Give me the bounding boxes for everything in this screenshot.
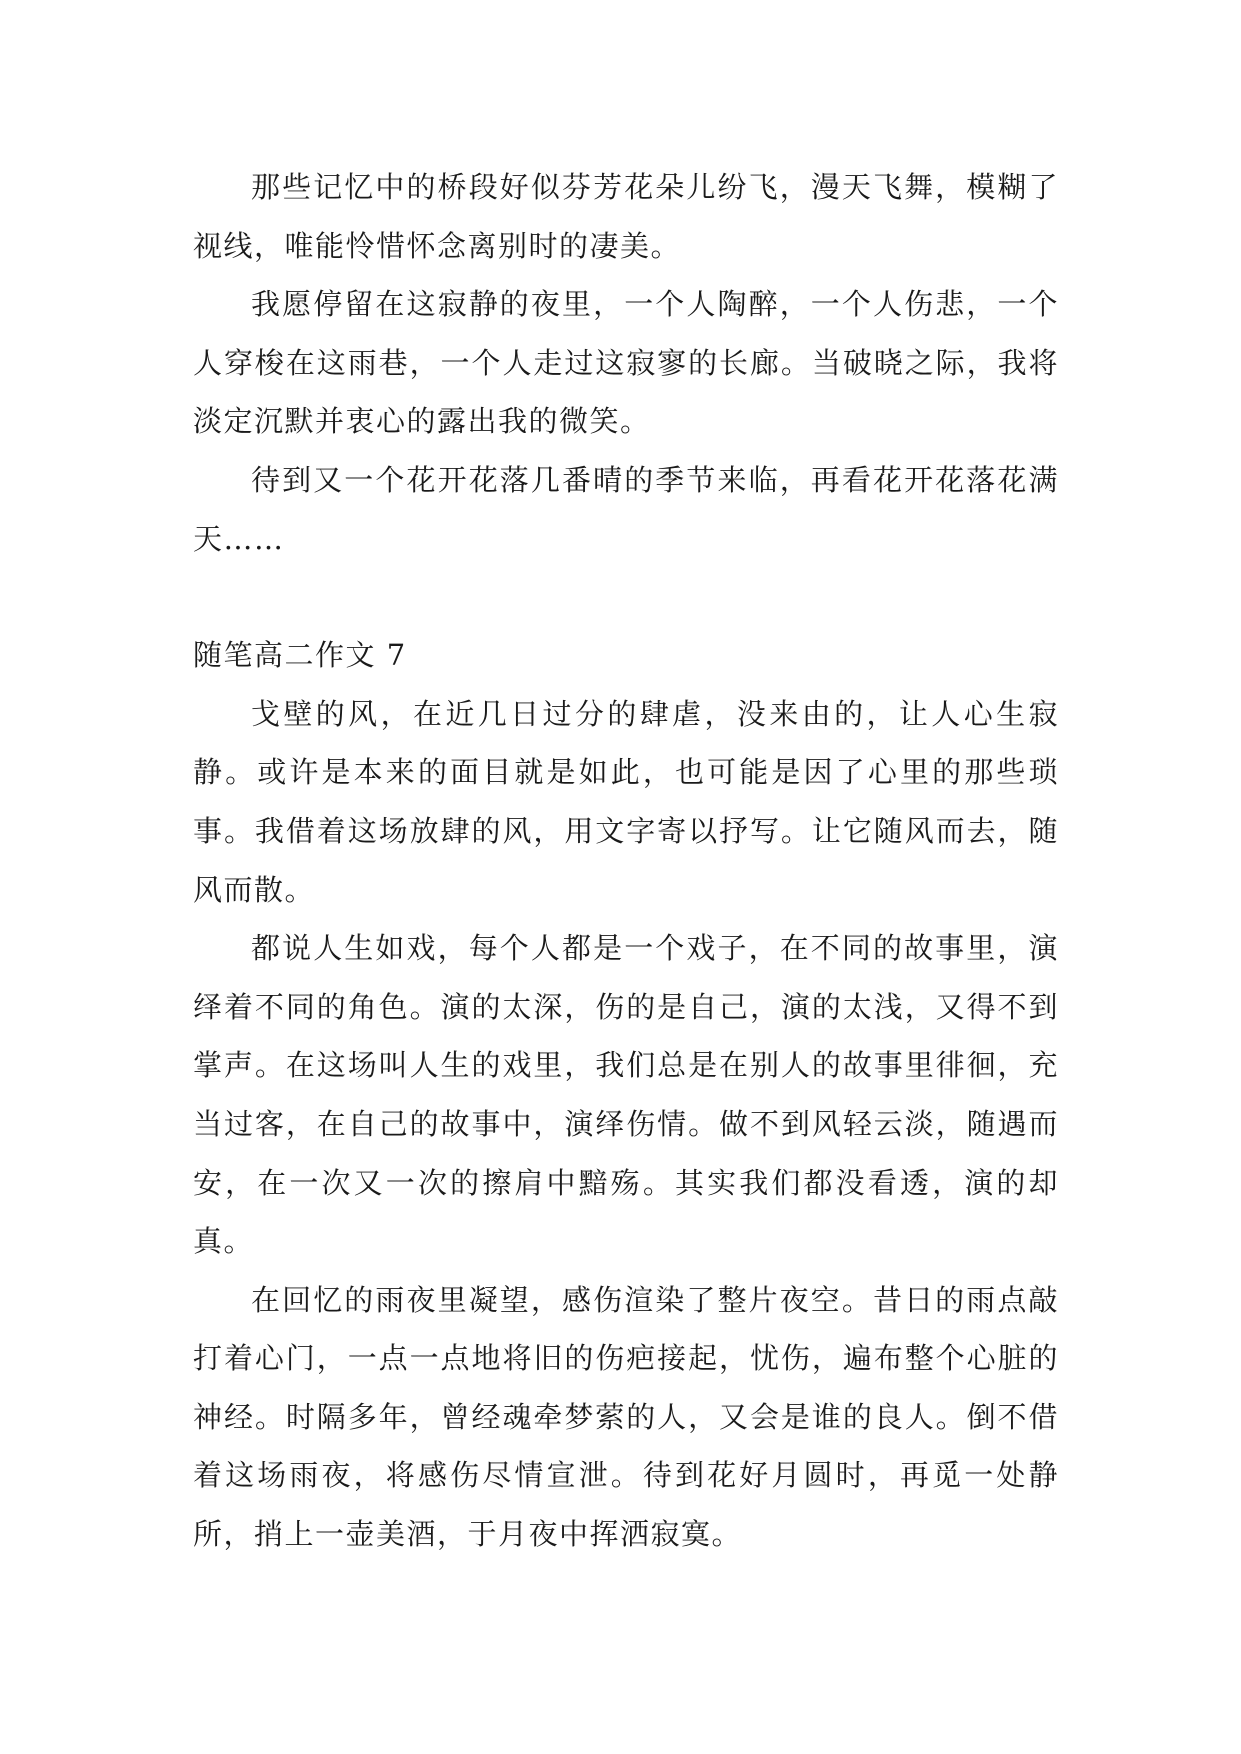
paragraph: 戈壁的风，在近几日过分的肆虐，没来由的，让人心生寂静。或许是本来的面目就是如此，也可能是因了心里的那些琐事。我借着这场放肆的风，用文字寄以抒写。让它随风而去，随风而散。 <box>193 696 1059 907</box>
paragraph: 在回忆的雨夜里凝望，感伤渲染了整片夜空。昔日的雨点敲打着心门，一点一点地将旧的伤疤接起，忧伤，遍布整个心脏的神经。时隔多年，曾经魂牵梦萦的人，又会是谁的良人。倒不借着这场雨夜，将感伤尽情宣泄。待到花好月圆时，再觅一处静所，捎上一壶美酒，于月夜中挥洒寂寞。 <box>193 1282 1059 1552</box>
paragraph: 我愿停留在这寂静的夜里，一个人陶醉，一个人伤悲，一个人穿梭在这雨巷，一个人走过这寂寥的长廊。当破晓之际，我将淡定沉默并衷心的露出我的微笑。 <box>193 287 1059 439</box>
paragraph: 那些记忆中的桥段好似芬芳花朵儿纷飞，漫天飞舞，模糊了视线，唯能怜惜怀念离别时的凄美。 <box>193 170 1059 263</box>
section-heading: 随笔高二作文 7 <box>193 638 407 673</box>
section-gap <box>193 568 1059 626</box>
paragraph: 待到又一个花开花落几番晴的季节来临，再看花开花落花满天…… <box>193 462 1059 556</box>
paragraph: 都说人生如戏，每个人都是一个戏子，在不同的故事里，演绎着不同的角色。演的太深，伤的是自己，演的太浅，又得不到掌声。在这场叫人生的戏里，我们总是在别人的故事里徘徊，充当过客，在自己的故事中，演绎伤情。做不到风轻云淡，随遇而安，在一次又一次的擦肩中黯殇。其实我们都没看透，演的却真。 <box>193 931 1059 1259</box>
document-body <box>193 158 1059 1564</box>
